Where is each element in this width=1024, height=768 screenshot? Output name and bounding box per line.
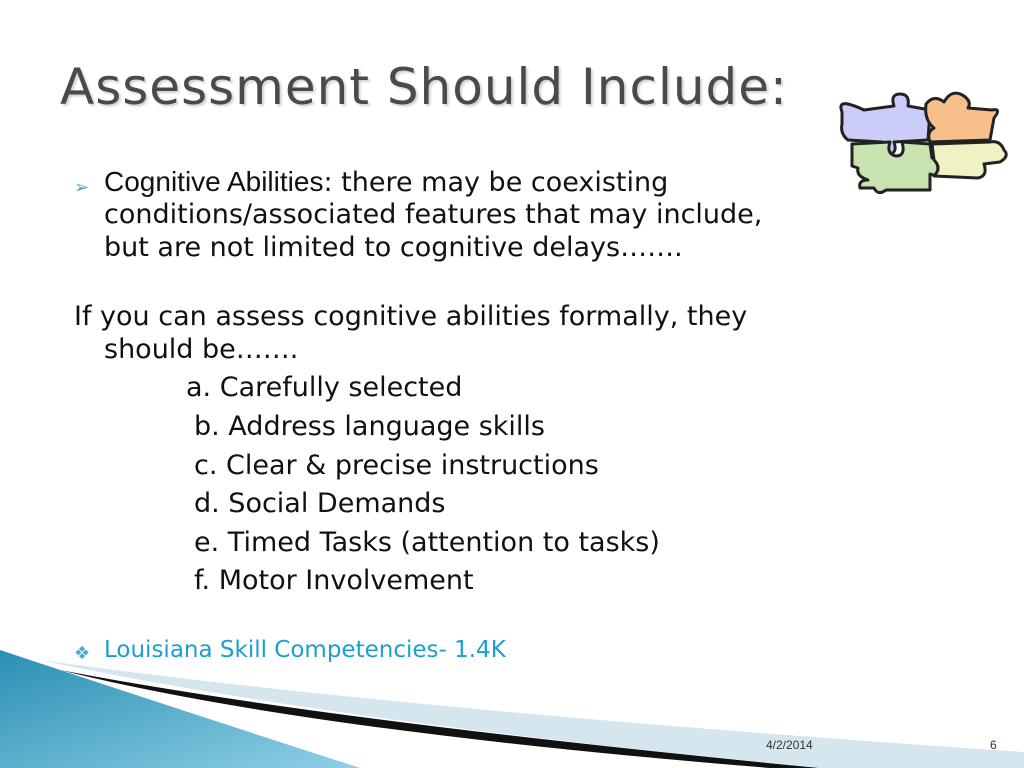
louisiana-competencies-link[interactable]: Louisiana Skill Competencies- 1.4K (104, 637, 506, 663)
puzzle-pieces-icon (834, 84, 1014, 196)
list-item: c. Clear & precise instructions (194, 450, 599, 481)
cognitive-abilities-line2: conditions/associated features that may include, (104, 199, 763, 230)
decorative-swoosh (0, 640, 1024, 768)
cognitive-abilities-text: : there may be coexisting (323, 167, 669, 198)
list-item: f. Motor Involvement (194, 565, 474, 596)
cognitive-abilities-line3: but are not limited to cognitive delays……. (104, 232, 683, 263)
list-item: e. Timed Tasks (attention to tasks) (194, 527, 660, 558)
list-item: b. Address language skills (194, 411, 545, 442)
slide-title: Assessment Should Include: (60, 58, 788, 116)
cognitive-abilities-label: Cognitive Abilities (104, 166, 324, 197)
arrow-bullet-icon: ➢ (74, 177, 90, 198)
para-line1: If you can assess cognitive abilities formally, they (74, 301, 748, 332)
list-item: a. Carefully selected (186, 372, 463, 403)
list-item: d. Social Demands (194, 488, 446, 519)
para-line2: should be……. (104, 334, 299, 365)
diamond-bullet-icon: ❖ (74, 643, 91, 664)
footer-date: 4/2/2014 (766, 738, 813, 752)
slide-number: 6 (990, 738, 997, 752)
